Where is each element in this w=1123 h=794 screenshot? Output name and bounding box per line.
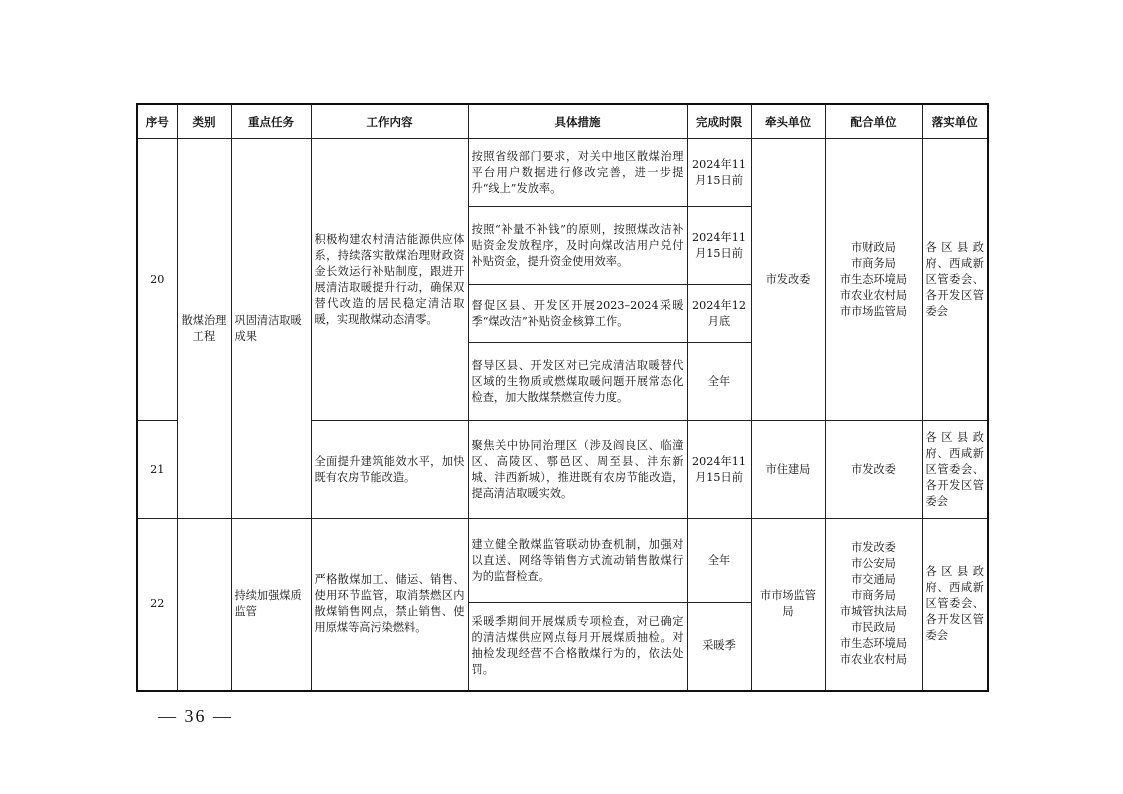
- lead-cell: 市市场监管局: [751, 519, 825, 691]
- deadline-cell: 2024年11月15日前: [687, 421, 751, 519]
- category-cell: 散煤治理工程: [177, 139, 231, 519]
- page-number: — 36 —: [158, 706, 233, 726]
- header-cell: 序号: [137, 104, 177, 139]
- deadline-cell: 全年: [687, 343, 751, 421]
- header-cell: 具体措施: [468, 104, 687, 139]
- measure-cell: 采暖季期间开展煤质专项检查，对已确定的清洁煤供应网点每月开展煤质抽检。对抽检发现经营不合格散煤行为的，依法处罚。: [468, 603, 687, 691]
- content-cell: 全面提升建筑能效水平，加快既有农房节能改造。: [311, 421, 468, 519]
- measure-cell: 聚焦关中协同治理区（涉及阎良区、临潼区、高陵区、鄠邑区、周至县、沣东新城、沣西新城），推进既有农房节能改造，提高清洁取暖实效。: [468, 421, 687, 519]
- coop-cell: [825, 519, 922, 691]
- coop-item: 市生态环境局: [839, 272, 908, 286]
- task-table: [136, 103, 989, 692]
- table-row: [137, 139, 988, 207]
- coop-item: 市农业农村局: [839, 653, 908, 667]
- coop-item: 市民政局: [851, 621, 896, 635]
- coop-item: 市商务局: [851, 589, 896, 603]
- impl-cell: 各区县政府、西咸新区管委会、各开发区管委会: [922, 139, 988, 421]
- coop-item: 市交通局: [851, 573, 896, 587]
- measure-cell: 按照“补量不补钱”的原则，按照煤改洁补贴资金发放程序，及时向煤改洁用户兑付补贴资金，提升资金使用效率。: [468, 207, 687, 285]
- header-cell: 完成时限: [687, 104, 751, 139]
- content-cell: 严格散煤加工、储运、销售、使用环节监管，取消禁燃区内散煤销售网点，禁止销售、使用原煤等高污染燃料。: [311, 519, 468, 691]
- coop-item: 市市场监管局: [839, 304, 908, 318]
- coop-item: 市商务局: [851, 256, 896, 270]
- seq-cell: 21: [137, 421, 177, 519]
- lead-cell: 市住建局: [751, 421, 825, 519]
- measure-cell: 督导区县、开发区对已完成清洁取暖替代区域的生物质或燃煤取暖问题开展常态化检查，加大散煤禁燃宣传力度。: [468, 343, 687, 421]
- deadline-cell: 全年: [687, 519, 751, 603]
- task-cell: 持续加强煤质监管: [231, 519, 311, 691]
- impl-cell: 各区县政府、西咸新区管委会、各开发区管委会: [922, 421, 988, 519]
- measure-cell: 建立健全散煤监管联动协查机制，加强对以直送、网络等销售方式流动销售散煤行为的监督检查。: [468, 519, 687, 603]
- coop-item: 市生态环境局: [839, 637, 908, 651]
- header-cell: 牵头单位: [751, 104, 825, 139]
- task-cell: 巩固清洁取暖成果: [231, 139, 311, 519]
- coop-item: 市公安局: [851, 557, 896, 571]
- measure-cell: 督促区县、开发区开展2023–2024采暖季“煤改洁”补贴资金核算工作。: [468, 285, 687, 343]
- deadline-cell: 2024年11月15日前: [687, 139, 751, 207]
- coop-item: 市发改委: [851, 541, 896, 555]
- header-cell: 落实单位: [922, 104, 988, 139]
- coop-cell: [825, 139, 922, 421]
- deadline-cell: 2024年12月底: [687, 285, 751, 343]
- impl-cell: 各区县政府、西咸新区管委会、各开发区管委会: [922, 519, 988, 691]
- header-cell: 重点任务: [231, 104, 311, 139]
- deadline-cell: 采暖季: [687, 603, 751, 691]
- header-cell: 类别: [177, 104, 231, 139]
- seq-cell: 22: [137, 519, 177, 691]
- coop-item: 市城管执法局: [839, 605, 908, 619]
- header-row: [137, 104, 988, 139]
- measure-cell: 按照省级部门要求，对关中地区散煤治理平台用户数据进行修改完善，进一步提升“线上”发放率。: [468, 139, 687, 207]
- header-cell: 工作内容: [311, 104, 468, 139]
- seq-cell: 20: [137, 139, 177, 421]
- coop-cell: 市发改委: [825, 421, 922, 519]
- table-row: [137, 519, 988, 603]
- coop-item: 市财政局: [851, 240, 896, 254]
- category-cell-continued: [177, 519, 231, 691]
- lead-cell: 市发改委: [751, 139, 825, 421]
- deadline-cell: 2024年11月15日前: [687, 207, 751, 285]
- header-cell: 配合单位: [825, 104, 922, 139]
- content-cell: 积极构建农村清洁能源供应体系，持续落实散煤治理财政资金长效运行补贴制度，跟进开展清洁取暖提升行动，确保双替代改造的居民稳定清洁取暖，实现散煤动态清零。: [311, 139, 468, 421]
- coop-item: 市农业农村局: [839, 288, 908, 302]
